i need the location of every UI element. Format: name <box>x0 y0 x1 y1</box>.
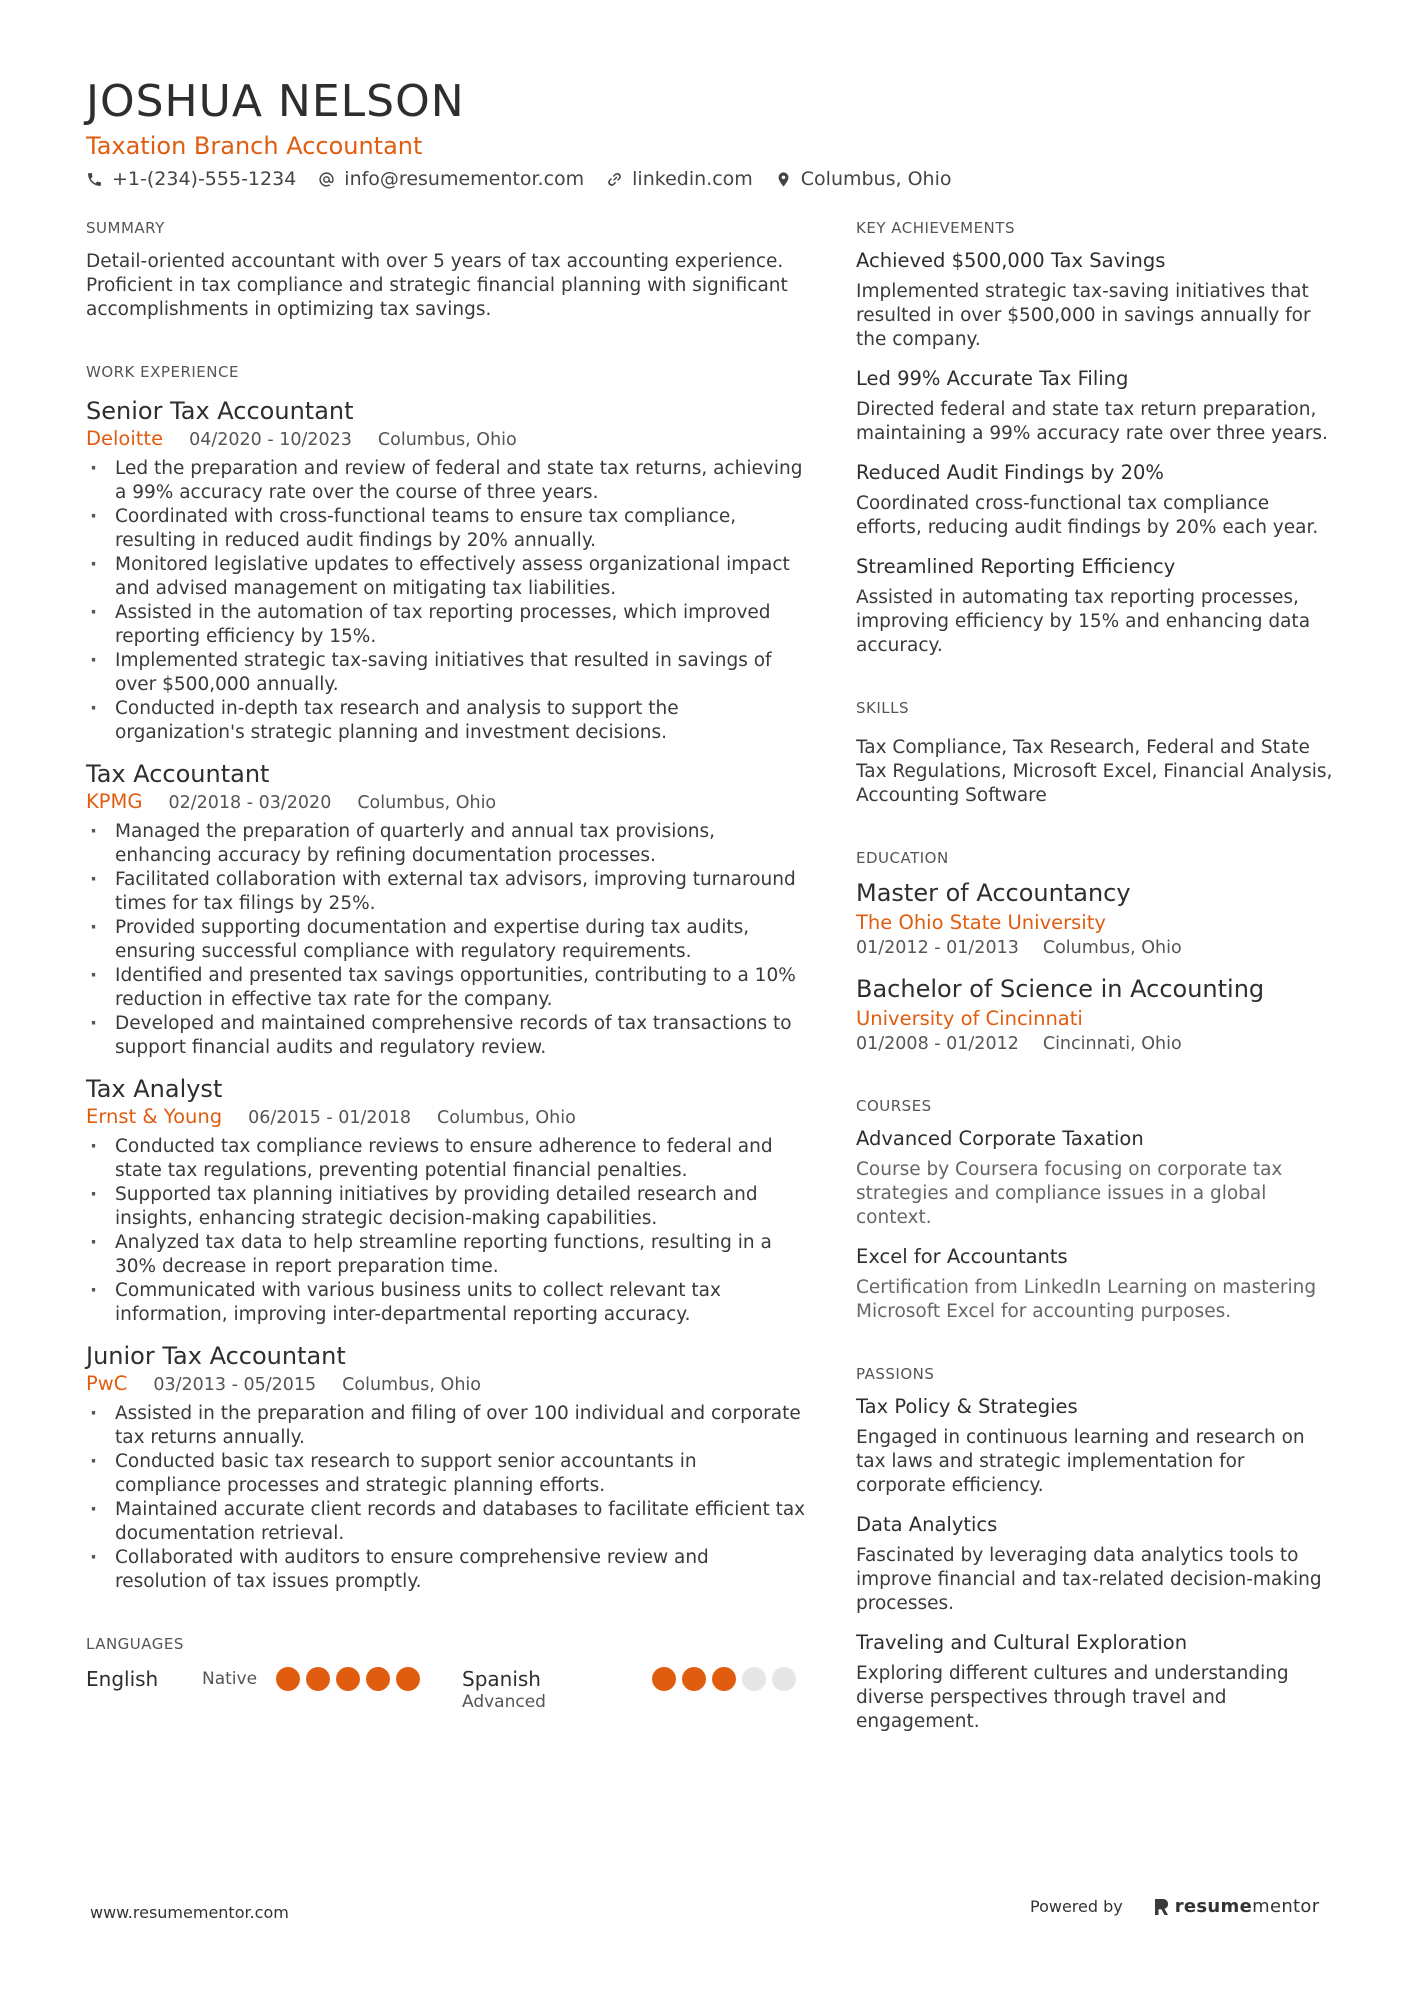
job-company: Ernst & Young <box>86 1105 223 1128</box>
education-meta <box>856 1032 1336 1056</box>
brand-rest-text: mentor <box>1252 1896 1320 1917</box>
job-location: Columbus, Ohio <box>436 1108 576 1128</box>
education-school: The Ohio State University <box>856 911 1106 934</box>
email-text: info@resumementor.com <box>344 168 585 190</box>
job-role: Junior Tax Accountant <box>86 1342 346 1370</box>
passion-list <box>856 1394 1336 1734</box>
course-text: Certification from LinkedIn Learning on mastering Microsoft Excel for accounting purposes. <box>856 1277 1317 1322</box>
education-school: University of Cincinnati <box>856 1007 1083 1030</box>
job-location: Columbus, Ohio <box>342 1375 481 1395</box>
achievement-title: Reduced Audit Findings by 20% <box>856 461 1164 484</box>
location-text: Columbus, Ohio <box>800 168 952 190</box>
job-location: Columbus, Ohio <box>357 793 497 813</box>
languages-heading: LANGUAGES <box>86 1635 184 1653</box>
job-bullet: · Facilitated collaboration with external tax advisors, improving turnaround times for tax filings by 25%. <box>86 868 806 916</box>
passion-item <box>856 1512 1336 1616</box>
contact-phone <box>86 168 296 190</box>
resume-header <box>86 76 1326 190</box>
left-column <box>86 218 806 1712</box>
rating-dot-filled <box>336 1667 360 1691</box>
skills-text: Tax Compliance, Tax Research, Federal and State Tax Regulations, Microsoft Excel, Financial Analysis, Accounting Software <box>856 737 1333 806</box>
achievement-item <box>856 248 1336 352</box>
job-bullet: · Conducted tax compliance reviews to ensure adherence to federal and state tax regulations, preventing potential financial penalties. <box>86 1135 806 1183</box>
course-item <box>856 1244 1336 1324</box>
rating-dot-filled <box>366 1667 390 1691</box>
passions-section <box>856 1364 1336 1734</box>
rating-dot-filled <box>396 1667 420 1691</box>
course-item <box>856 1126 1336 1230</box>
education-dates: 01/2008 - 01/2012 <box>856 1034 1019 1054</box>
job-bullet: · Maintained accurate client records and databases to facilitate efficient tax documentation retrieval. <box>86 1498 806 1546</box>
job-bullet: · Collaborated with auditors to ensure comprehensive review and resolution of tax issues promptly. <box>86 1546 806 1594</box>
job-bullets <box>86 1402 806 1594</box>
job-role: Tax Analyst <box>86 1075 223 1103</box>
summary-heading: SUMMARY <box>86 219 165 237</box>
job-bullet: · Assisted in the automation of tax reporting processes, which improved reporting efficiency by 15%. <box>86 601 806 649</box>
linkedin-text: linkedin.com <box>632 168 753 190</box>
job-company: Deloitte <box>86 427 164 450</box>
language-list <box>86 1666 806 1712</box>
summary-section <box>86 218 806 322</box>
footer-website[interactable]: www.resumementor.com <box>90 1903 289 1922</box>
job-bullet: · Coordinated with cross-functional teams to ensure tax compliance, resulting in reduced audit findings by 20% annually. <box>86 505 806 553</box>
course-list <box>856 1126 1336 1324</box>
job-bullet: · Led the preparation and review of federal and state tax returns, achieving a 99% accuracy rate over the course of three years. <box>86 457 806 505</box>
achievements-heading: KEY ACHIEVEMENTS <box>856 219 1015 237</box>
language-rating <box>652 1666 802 1692</box>
job-bullet: · Implemented strategic tax-saving initiatives that resulted in savings of over $500,000 annually. <box>86 649 806 697</box>
language-level: Native <box>202 1669 258 1689</box>
passion-title: Traveling and Cultural Exploration <box>856 1631 1188 1654</box>
courses-section <box>856 1096 1336 1324</box>
language-level: Advanced <box>462 1692 546 1712</box>
job-bullet: · Assisted in the preparation and filing of over 100 individual and corporate tax returns annually. <box>86 1402 806 1450</box>
job-meta <box>86 1104 806 1131</box>
job-bullet: · Identified and presented tax savings opportunities, contributing to a 10% reduction in effective tax rate for the company. <box>86 964 806 1012</box>
job-bullets <box>86 820 806 1060</box>
achievement-item <box>856 554 1336 658</box>
course-title: Advanced Corporate Taxation <box>856 1127 1144 1150</box>
job-meta <box>86 1371 806 1398</box>
course-title: Excel for Accountants <box>856 1245 1068 1268</box>
achievement-list <box>856 248 1336 658</box>
achievements-section <box>856 218 1336 658</box>
education-item <box>856 974 1336 1056</box>
education-location: Columbus, Ohio <box>1042 938 1182 958</box>
education-list <box>856 878 1336 1056</box>
contact-location <box>775 168 952 190</box>
achievement-text: Coordinated cross-functional tax compliance efforts, reducing audit findings by 20% each year. <box>856 493 1319 538</box>
education-degree: Master of Accountancy <box>856 879 1131 907</box>
job-entry <box>86 759 806 1060</box>
language-rating <box>276 1666 426 1692</box>
job-bullet: · Conducted basic tax research to support senior accountants in compliance processes and strategic planning efforts. <box>86 1450 806 1498</box>
education-dates: 01/2012 - 01/2013 <box>856 938 1019 958</box>
course-text: Course by Coursera focusing on corporate tax strategies and compliance issues in a global context. <box>856 1159 1283 1228</box>
link-icon <box>606 171 623 188</box>
job-location: Columbus, Ohio <box>377 430 517 450</box>
powered-by-label: Powered by <box>1030 1897 1123 1916</box>
job-dates: 06/2015 - 01/2018 <box>248 1108 411 1128</box>
skills-section <box>856 698 1336 808</box>
contact-linkedin[interactable] <box>606 168 753 190</box>
languages-section <box>86 1634 806 1712</box>
candidate-name: JOSHUA NELSON <box>86 76 465 127</box>
education-item <box>856 878 1336 960</box>
language-name: Spanish <box>462 1667 541 1691</box>
rating-dot-empty <box>742 1667 766 1691</box>
achievement-item <box>856 366 1336 446</box>
education-section <box>856 848 1336 1056</box>
job-role: Senior Tax Accountant <box>86 397 354 425</box>
achievement-text: Implemented strategic tax-saving initiatives that resulted in over $500,000 in savings annually for the company. <box>856 281 1311 350</box>
courses-heading: COURSES <box>856 1097 932 1115</box>
education-degree: Bachelor of Science in Accounting <box>856 975 1265 1003</box>
contact-bar <box>86 168 1326 190</box>
at-icon <box>318 171 335 188</box>
location-pin-icon <box>775 171 792 188</box>
skills-heading: SKILLS <box>856 699 910 717</box>
rating-dot-filled <box>276 1667 300 1691</box>
job-meta <box>86 426 806 453</box>
passions-heading: PASSIONS <box>856 1365 935 1383</box>
job-bullets <box>86 457 806 745</box>
job-dates: 04/2020 - 10/2023 <box>189 430 352 450</box>
job-company: PwC <box>86 1372 128 1395</box>
job-bullet: · Supported tax planning initiatives by providing detailed research and insights, enhancing strategic decision-making capabilities. <box>86 1183 806 1231</box>
job-bullet: · Communicated with various business units to collect relevant tax information, improving inter-departmental reporting accuracy. <box>86 1279 806 1327</box>
resumementor-logo-icon <box>1153 1897 1169 1917</box>
job-bullet: · Analyzed tax data to help streamline reporting functions, resulting in a 30% decrease in report preparation time. <box>86 1231 806 1279</box>
passion-title: Tax Policy & Strategies <box>856 1395 1078 1418</box>
phone-icon <box>86 171 103 188</box>
education-location: Cincinnati, Ohio <box>1042 1034 1182 1054</box>
job-meta <box>86 789 806 816</box>
language-text <box>462 1666 652 1712</box>
job-entry <box>86 1341 806 1594</box>
right-column <box>856 218 1336 1734</box>
achievement-title: Led 99% Accurate Tax Filing <box>856 367 1129 390</box>
job-bullet: · Monitored legislative updates to effectively assess organizational impact and advised management on mitigating tax liabilities. <box>86 553 806 601</box>
job-entry <box>86 396 806 745</box>
rating-dot-filled <box>652 1667 676 1691</box>
passion-title: Data Analytics <box>856 1513 998 1536</box>
rating-dot-empty <box>772 1667 796 1691</box>
summary-text: Detail-oriented accountant with over 5 years of tax accounting experience. Proficient in tax compliance and strategic financial planning with significant accomplishments in optimizing tax savings. <box>86 251 788 320</box>
education-meta <box>856 936 1336 960</box>
language-item <box>462 1666 802 1712</box>
brand-bold-text: resume <box>1174 1896 1253 1917</box>
passion-item <box>856 1394 1336 1498</box>
job-role: Tax Accountant <box>86 760 270 788</box>
language-name: English <box>86 1667 159 1691</box>
language-item <box>86 1666 462 1712</box>
brand-logo[interactable] <box>1153 1896 1320 1917</box>
rating-dot-filled <box>712 1667 736 1691</box>
job-company: KPMG <box>86 790 143 813</box>
job-bullet: · Conducted in-depth tax research and analysis to support the organization's strategic planning and investment decisions. <box>86 697 806 745</box>
achievement-title: Achieved $500,000 Tax Savings <box>856 249 1166 272</box>
rating-dot-filled <box>306 1667 330 1691</box>
candidate-title: Taxation Branch Accountant <box>86 132 423 160</box>
passion-text: Fascinated by leveraging data analytics tools to improve financial and tax-related decision-making processes. <box>856 1545 1322 1614</box>
experience-section <box>86 362 806 1594</box>
job-bullet: · Managed the preparation of quarterly and annual tax provisions, enhancing accuracy by refining documentation processes. <box>86 820 806 868</box>
job-bullet: · Developed and maintained comprehensive records of tax transactions to support financial audits and regulatory review. <box>86 1012 806 1060</box>
job-bullets <box>86 1135 806 1327</box>
job-entry <box>86 1074 806 1327</box>
achievement-title: Streamlined Reporting Efficiency <box>856 555 1176 578</box>
achievement-item <box>856 460 1336 540</box>
passion-text: Engaged in continuous learning and research on tax laws and strategic implementation for corporate efficiency. <box>856 1427 1305 1496</box>
phone-text: +1-(234)-555-1234 <box>112 168 297 190</box>
experience-heading: WORK EXPERIENCE <box>86 363 239 381</box>
job-dates: 03/2013 - 05/2015 <box>153 1375 317 1395</box>
job-list <box>86 396 806 1594</box>
achievement-text: Assisted in automating tax reporting processes, improving efficiency by 15% and enhancing data accuracy. <box>856 587 1311 656</box>
footer-branding <box>1030 1896 1319 1917</box>
education-heading: EDUCATION <box>856 849 949 867</box>
rating-dot-filled <box>682 1667 706 1691</box>
contact-email[interactable] <box>318 168 584 190</box>
passion-text: Exploring different cultures and understanding diverse perspectives through travel and engagement. <box>856 1663 1289 1732</box>
achievement-text: Directed federal and state tax return preparation, maintaining a 99% accuracy rate over three years. <box>856 399 1328 444</box>
job-dates: 02/2018 - 03/2020 <box>168 793 332 813</box>
passion-item <box>856 1630 1336 1734</box>
job-bullet: · Provided supporting documentation and expertise during tax audits, ensuring successful compliance with regulatory requirements. <box>86 916 806 964</box>
